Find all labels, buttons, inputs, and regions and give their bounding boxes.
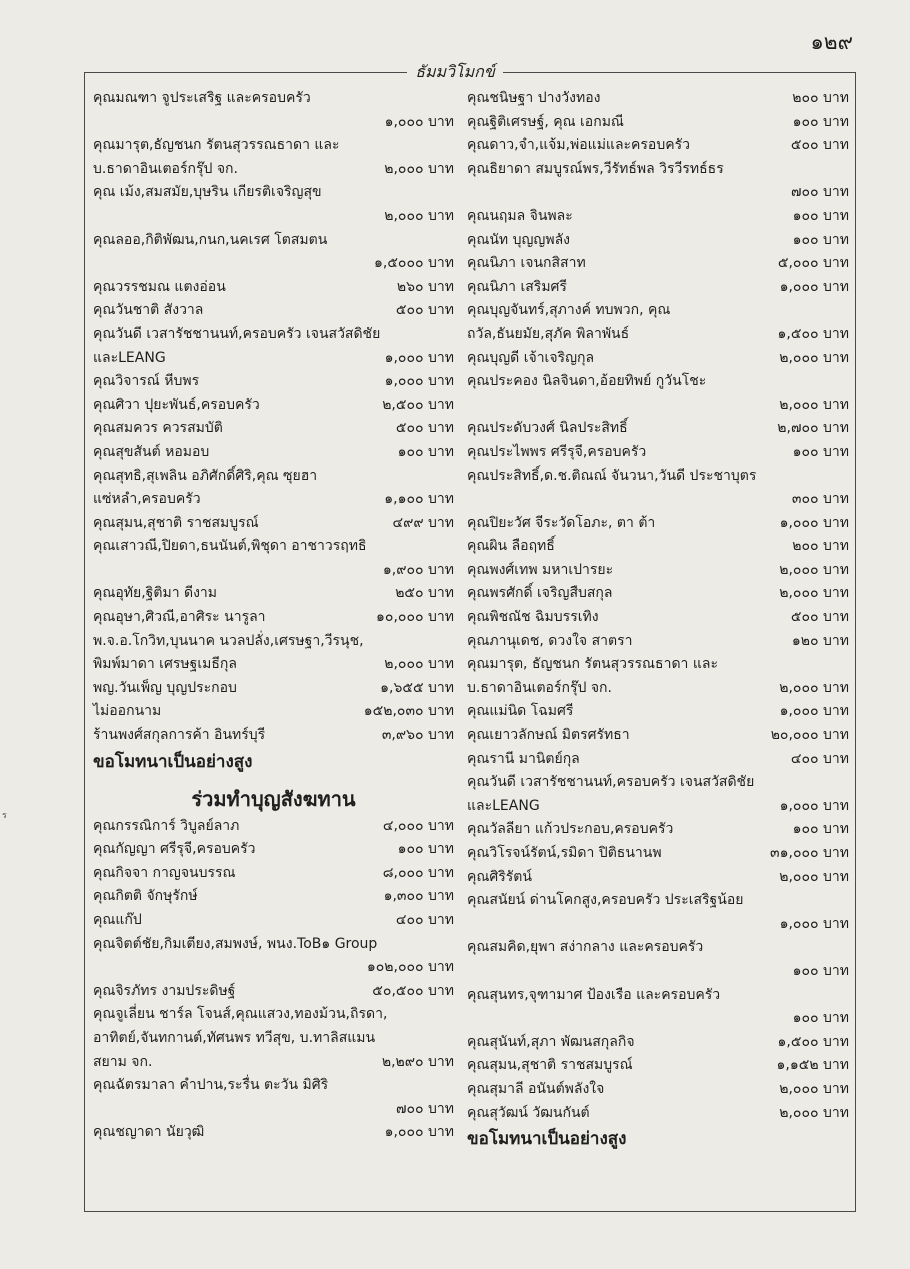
donor-name: คุณลออ,กิติพัฒน,กนก,นคเรศ โตสมตน [93,231,328,248]
donation-amount: ๒,๐๐๐ บาท [779,1104,849,1121]
donor-name: ถวัล,ธันยมัย,สุภัค พิลาพันธ์ [467,325,630,342]
donor-row [467,181,849,205]
donor-name: คุณศิริรัตน์ [467,868,532,885]
donation-amount: ๒,๐๐๐ บาท [779,396,849,413]
donation-amount: ๑,๐๐๐ บาท [384,349,454,366]
donation-amount: ๗๐๐ บาท [790,184,849,201]
donor-row [467,818,849,842]
donor-row [93,559,454,583]
donor-name: คุณวรรชมณ แตงอ่อน [93,278,226,295]
donor-name: และLEANG [467,797,540,814]
donor-name: คุณวันชาติ สังวาล [93,302,204,319]
donor-row [93,838,454,862]
donor-row [93,1098,454,1122]
donor-row [467,913,849,937]
donor-name: คุณบุญจันทร์,สุภางค์ ทบพวก, คุณ [467,302,671,319]
donation-amount: ๑,๕๐๐๐ บาท [374,255,454,272]
donor-row [467,488,849,512]
donor-name: คุณอุษา,ศิวณี,อาศิระ นารูลา [93,609,266,626]
donor-row [93,87,454,111]
donor-name: คุณประไพพร ศรีรุจี,ครอบครัว [467,443,647,460]
donor-name: คุณบุญดี เจ้าเจริญกุล [467,349,595,366]
donor-name: คุณแม่นิด โฉมศรี [467,703,574,720]
donation-amount: ๑,๕๐๐ บาท [777,325,849,342]
donor-row [467,370,849,394]
donor-name: บ.ธาดาอินเตอร์กรุ๊ป จก. [93,160,238,177]
donor-name: คุณภานุเดช, ดวงใจ สาตรา [467,632,633,649]
donor-row [467,276,849,300]
donor-name: บ.ธาดาอินเตอร์กรุ๊ป จก. [467,679,612,696]
margin-mark: ร [2,811,7,821]
donor-name: พญ.วันเพ็ญ บุญประกอบ [93,679,237,696]
donation-amount: ๒,๐๐๐ บาท [384,160,454,177]
donor-name: คุณ เม้ง,สมสมัย,บุษริน เกียรติเจริญสุข [93,184,322,201]
page-number: ๑๒๙ [810,30,853,54]
donor-row [467,535,849,559]
donor-row [467,441,849,465]
donor-row [467,1078,849,1102]
donation-amount: ๒๐๐ บาท [792,90,849,106]
donor-row [467,1054,849,1078]
donation-amount: ๑,๑๕๒ บาท [776,1057,849,1074]
donor-row [93,909,454,933]
donor-row [93,299,454,323]
donor-row [93,347,454,371]
donation-amount: ๑๐๐ บาท [792,962,849,979]
donation-amount: ๑,๕๐๐ บาท [777,1033,849,1050]
donation-amount: ๑,๐๐๐ บาท [779,703,849,720]
donation-amount: ๒,๒๙๐ บาท [381,1053,454,1070]
donation-amount: ๔๐๐ บาท [395,912,454,928]
donor-row [467,252,849,276]
donor-name: คุณสุมาลี อนันต์พลังใจ [467,1080,605,1097]
donation-amount: ๑๐,๐๐๐ บาท [376,609,454,626]
donor-row [467,984,849,1008]
donation-amount: ๕๐๐ บาท [395,302,454,319]
donation-amount: ๑๕๒,๐๓๐ บาท [363,703,454,720]
donor-row [467,653,849,677]
donor-row [93,1003,454,1027]
donor-name: คุณเสาวณี,ปิยดา,ธนนันต์,พิชุดา อาชาวรฤทธิ [93,538,367,555]
donor-row [93,1051,454,1075]
donor-row [93,158,454,182]
donation-amount: ๑๐๒,๐๐๐ บาท [366,959,454,976]
donor-row [467,700,849,724]
donor-row [467,960,849,984]
donor-row [467,87,849,111]
donor-name: คุณจิตต์ชัย,กิมเตียง,สมพงษ์, พนง.ToB๑ Group [93,935,378,952]
donor-name: คุณนิภา เจนกสิสาท [467,255,586,272]
donation-amount: ๑๐๐ บาท [792,207,849,224]
donor-name: คุณสุวัฒน์ วัฒนกันต์ [467,1104,590,1121]
donation-amount: ๑๐๐ บาท [792,443,849,460]
donor-row [93,980,454,1004]
donor-name: คุณสมคิด,ยุพา สง่ากลาง และครอบครัว [467,939,704,956]
donor-row [467,889,849,913]
donation-amount: ๑๒๐ บาท [791,632,849,649]
donor-name: คุณฉัตรมาลา คำปาน,ระรื่น ตะวัน มิศิริ [93,1077,329,1094]
donation-amount: ๒,๐๐๐ บาท [384,207,454,224]
donation-amount: ๒๖๐ บาท [396,278,454,295]
donation-amount: ๒๕๐ บาท [395,585,454,602]
donor-row [467,795,849,819]
donation-amount: ๔๐๐ บาท [790,750,849,767]
thanks-line: ขอโมทนาเป็นอย่างสูง [93,751,253,772]
donor-row [93,653,454,677]
donation-amount: ๒,๐๐๐ บาท [779,585,849,602]
donor-row [467,323,849,347]
donor-name: คุณฐิติเศรษฐ์, คุณ เอกมณี [467,113,624,130]
donor-row [467,229,849,253]
donor-name: คุณสนัยน์ ด่านโคกสูง,ครอบครัว ประเสริฐน้อย [467,892,744,909]
donor-row [467,394,849,418]
donor-name: อาทิตย์,จันทกานต์,ทัศนพร ทวีสุข, บ.ทาลิสแมน [93,1029,376,1046]
donor-row [467,111,849,135]
donor-name: คุณชนิษฐา ปางวังทอง [467,90,601,106]
donation-amount: ๑๐๐ บาท [792,231,849,248]
donation-amount: ๕๐,๕๐๐ บาท [372,982,454,999]
donation-amount: ๒๐,๐๐๐ บาท [770,727,849,744]
donor-name: คุณวัลลียา แก้วประกอบ,ครอบครัว [467,821,674,838]
donor-row [93,394,454,418]
donor-row [467,677,849,701]
donation-amount: ๑,๐๐๐ บาท [384,113,454,130]
donation-amount: ๒,๐๐๐ บาท [384,656,454,673]
donor-name: ไม่ออกนาม [93,703,162,720]
donor-name: คุณกิจจา กาญจนบรรณ [93,864,236,881]
donor-name: คุณสุมน,สุชาติ ราชสมบูรณ์ [93,514,259,531]
header-title [0,60,910,85]
donor-name: พ.จ.อ.โกวิท,บุนนาค นวลปลั่ง,เศรษฐา,วีรนุช, [93,632,364,649]
donor-row [93,1027,454,1051]
donor-row [467,1102,849,1126]
donation-amount: ๕๐๐ บาท [395,420,454,437]
donor-name: คุณพรศักดิ์ เจริญสืบสกุล [467,585,613,602]
donor-name: คุณวันดี เวสารัชชานนท์,ครอบครัว เจนสวัสดิชัย [93,325,381,342]
donation-amount: ๑๐๐ บาท [397,443,454,460]
donor-row [467,347,849,371]
donor-row [93,677,454,701]
donor-row [93,111,454,135]
donation-amount: ๒,๕๐๐ บาท [382,396,454,413]
donor-row [93,815,454,839]
donor-row [467,512,849,536]
donor-name: คุณพิชณัช ฉิมบรรเทิง [467,609,599,626]
section-title [93,775,454,815]
donor-name: คุณรานี มานิตย์กุล [467,750,580,767]
donor-row [93,229,454,253]
donor-row [467,866,849,890]
donor-row [467,1031,849,1055]
donor-row [93,535,454,559]
donor-name: และLEANG [93,349,166,366]
donation-amount: ๑๐๐ บาท [397,841,454,858]
donor-row [93,181,454,205]
donor-name: คุณเยาวลักษณ์ มิตรศรัทธา [467,727,630,744]
donation-amount: ๔๙๙ บาท [392,514,454,531]
left-column [93,87,454,1145]
donor-name: คุณธิยาดา สมบูรณ์พร,วีรัทธ์พล วิรวีรทธ์ธร [467,160,724,177]
donation-amount: ๑,๐๐๐ บาท [384,373,454,390]
donor-name: คุณสุนทร,จุฑามาศ ป้องเรือ และครอบครัว [467,986,721,1003]
donor-row [93,1074,454,1098]
donation-amount: ๒,๐๐๐ บาท [779,561,849,578]
donor-row [467,134,849,158]
donation-amount: ๓,๙๖๐ บาท [381,727,454,744]
donor-row [467,842,849,866]
donor-name: คุณพงศ์เทพ มหาเปารยะ [467,561,614,578]
donor-name: สยาม จก. [93,1053,153,1070]
donor-name: คุณสุนันท์,สุภา พัฒนสกุลกิจ [467,1033,635,1050]
donor-name: คุณแก๊ป [93,912,142,928]
donor-row [93,582,454,606]
donation-amount: ๘,๐๐๐ บาท [382,864,454,881]
donor-row [467,630,849,654]
donor-name: คุณอุทัย,ฐิติมา ดีงาม [93,585,218,602]
donation-amount: ๕๐๐ บาท [790,137,849,154]
donation-amount: ๑,๐๐๐ บาท [779,278,849,295]
donor-row [93,1121,454,1145]
donor-row [93,606,454,630]
donor-row [93,134,454,158]
donation-amount: ๑,๖๕๕ บาท [380,679,454,696]
donor-row [93,252,454,276]
donor-row [93,862,454,886]
donor-name: คุณกัญญา ศรีรุจี,ครอบครัว [93,841,256,858]
donor-row [467,724,849,748]
donor-row [93,205,454,229]
donation-amount: ๑๐๐ บาท [792,1010,849,1027]
right-column [467,87,849,1152]
donor-row [467,417,849,441]
donor-name: คุณนฤมล จินพละ [467,207,573,224]
donor-row [93,512,454,536]
donor-row [93,370,454,394]
donor-row [467,559,849,583]
donor-name: คุณมณฑา จูประเสริฐ และครอบครัว [93,90,311,106]
donor-row [93,323,454,347]
donor-name: คุณวันดี เวสารัชชานนท์,ครอบครัว เจนสวัสดิชัย [467,774,755,791]
donor-row [467,582,849,606]
donation-amount: ๓๐๐ บาท [791,491,849,508]
donor-row [93,276,454,300]
donor-name: คุณสุขสันต์ หอมอบ [93,443,210,460]
donation-amount: ๒,๐๐๐ บาท [779,1080,849,1097]
donation-amount: ๑๐๐ บาท [792,821,849,838]
donation-amount: ๒,๐๐๐ บาท [779,868,849,885]
donation-amount: ๕๐๐ บาท [790,609,849,626]
thanks-line: ขอโมทนาเป็นอย่างสูง [467,1129,627,1150]
donation-amount: ๑,๐๐๐ บาท [779,797,849,814]
donation-amount: ๑,๓๐๐ บาท [383,888,454,905]
donor-name: ร้านพงศ์สกุลการค้า อินทร์บุรี [93,727,266,744]
donation-amount: ๑,๐๐๐ บาท [779,915,849,932]
donation-amount: ๑,๑๐๐ บาท [384,491,454,508]
donor-name: คุณจิรภัทร งามประดิษฐ์ [93,982,236,999]
donor-name: คุณนัท บุญญพลัง [467,231,570,248]
donor-row [93,417,454,441]
donor-name: คุณวิโรจน์รัตน์,รมิดา ปิติธนานพ [467,845,662,861]
donation-amount: ๗๐๐ บาท [395,1100,454,1117]
donor-name: แซ่หลำ,ครอบครัว [93,491,201,508]
donation-amount: ๒,๐๐๐ บาท [779,349,849,366]
donor-row [93,700,454,724]
donor-row [467,158,849,182]
donor-name: คุณชญาดา นัยวุฒิ [93,1124,205,1141]
donor-name: คุณประดับวงศ์ นิลประสิทธิ์ [467,420,628,437]
donor-name: คุณกรรณิการ์ วิบูลย์ลาภ [93,817,240,834]
donor-row [93,885,454,909]
donor-row [93,724,454,748]
donor-row [467,205,849,229]
donation-amount: ๑,๐๐๐ บาท [384,1124,454,1141]
donor-row [467,748,849,772]
donor-name: คุณประคอง นิลจินดา,อ้อยทิพย์ กูวันโชะ [467,373,707,390]
donor-name: คุณดาว,จำ,แจ้ม,พ่อแม่และครอบครัว [467,137,690,154]
section-title-text: ร่วมทำบุญสังฆทาน [191,786,356,811]
donor-name: คุณสุทธิ,สุเพลิน อภิศักดิ์ศิริ,คุณ ซุยฮา [93,467,318,484]
donation-amount: ๒๐๐ บาท [792,538,849,555]
donor-row [93,956,454,980]
donor-name: คุณผิน ลือฤทธิ์ [467,538,555,555]
donor-name: คุณจูเลี่ยน ชาร์ล โจนส์,คุณแสวง,ทองม้วน,ถิรดา, [93,1006,388,1023]
donor-row [467,465,849,489]
donor-row [93,465,454,489]
donation-amount: ๓๑,๐๐๐ บาท [770,845,849,861]
donation-amount: ๒,๗๐๐ บาท [777,420,849,437]
donor-row [467,299,849,323]
donor-row [93,488,454,512]
donation-amount: ๔,๐๐๐ บาท [382,817,454,834]
donation-amount: ๑,๐๐๐ บาท [779,514,849,531]
donor-row [467,936,849,960]
donation-amount: ๑,๙๐๐ บาท [382,561,454,578]
donor-row [467,606,849,630]
donation-amount: ๕,๐๐๐ บาท [777,255,849,272]
donor-name: คุณสมควร ควรสมบัติ [93,420,223,437]
donor-name: คุณมารุต,ธัญชนก รัตนสุวรรณธาดา และ [93,137,340,154]
donor-name: คุณกิตติ จักษุรักษ์ [93,888,198,905]
donor-name: คุณปิยะวัศ จีระวัดโอภะ, ตา ต้า [467,514,656,531]
donor-name: คุณสุมน,สุชาติ ราชสมบูรณ์ [467,1057,633,1074]
donor-name: คุณนิภา เสริมศรี [467,278,567,295]
donor-row [467,771,849,795]
donor-name: คุณศิวา ปุยะพันธ์,ครอบครัว [93,396,260,413]
donor-name: คุณประสิทธิ์,ด.ช.ติณณ์ จันวนา,วันดี ประชาบุตร [467,467,757,484]
donor-row [93,630,454,654]
donor-name: คุณมารุต, ธัญชนก รัตนสุวรรณธาดา และ [467,656,718,673]
donor-name: พิมพ์มาดา เศรษฐเมธีกุล [93,656,237,673]
donation-amount: ๒,๐๐๐ บาท [779,679,849,696]
header-title-text: ธัมมวิโมกข์ [407,62,503,81]
donor-row [467,1007,849,1031]
donation-amount: ๑๐๐ บาท [792,113,849,130]
donor-name: คุณวิจารณ์ หีบพร [93,373,200,390]
donor-row [93,441,454,465]
donor-row [93,933,454,957]
